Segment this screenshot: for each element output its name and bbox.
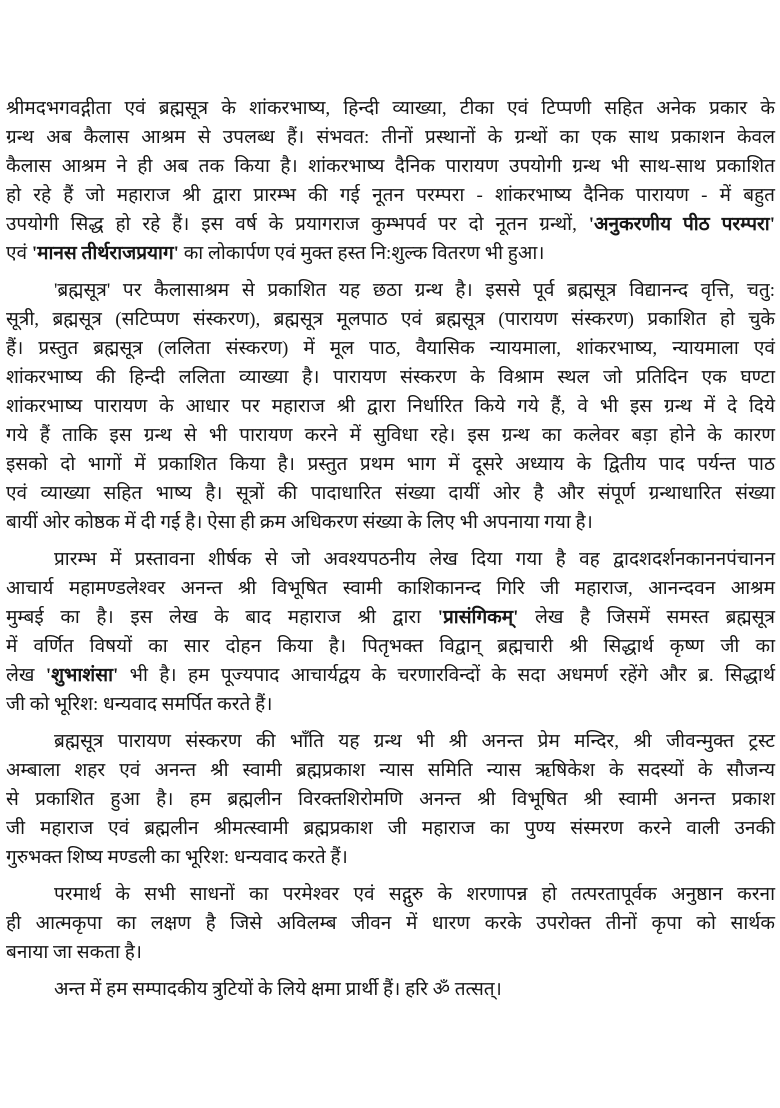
text-run: लेख (6, 665, 46, 686)
text-run: आचार्य महामण्डलेश्वर अनन्त श्री विभूषित स्वामी काशिकानन्द गिरि जी महाराज, आनन्दवन आश्रम (6, 578, 775, 599)
paragraph (6, 880, 775, 967)
text-run: मुम्बई का है। इस लेख के बाद महाराज श्री द्वारा (6, 607, 438, 628)
text-line (6, 909, 775, 938)
text-line (6, 421, 775, 450)
text-line (6, 785, 775, 814)
text-line (6, 123, 775, 152)
text-line (6, 276, 775, 305)
paragraph (6, 727, 775, 872)
text-run: ब्रह्मसूत्र पारायण संस्करण की भाँति यह ग्रन्थ भी श्री अनन्त प्रेम मन्दिर, श्री जीवन्मुक्त ट्रस्ट (54, 731, 775, 752)
text-line (6, 843, 775, 872)
text-run: एवं (6, 243, 32, 264)
bold-title-text: 'मानस तीर्थराजप्रयाग' (31, 243, 179, 264)
text-line (6, 363, 775, 392)
text-run: ही आत्मकृपा का लक्षण है जिसे अविलम्ब जीवन में धारण करके उपरोक्त तीनों कृपा को सार्थक (6, 913, 775, 934)
text-run: जी को भूरिश: धन्यवाद समर्पित करते हैं। (6, 694, 273, 715)
text-run: अम्बाला शहर एवं अनन्त श्री स्वामी ब्रह्मप्रकाश न्यास समिति न्यास ऋषिकेश के सदस्यों के सौजन्य (6, 760, 775, 781)
text-line (6, 152, 775, 181)
text-line (6, 181, 775, 210)
bold-title-text: 'प्रासंगिकम्' (437, 607, 519, 628)
text-run: लेख है जिसमें समस्त ब्रह्मसूत्र (518, 607, 775, 628)
text-run: प्रारम्भ में प्रस्तावना शीर्षक से जो अवश्यपठनीय लेख दिया गया है वह द्वादशदर्शनकाननपंचानन (54, 549, 775, 570)
text-run: कैलास आश्रम ने ही अब तक किया है। शांकरभाष्य दैनिक पारायण उपयोगी ग्रन्थ भी साथ-साथ प्रकाशित (6, 156, 775, 177)
text-line (6, 479, 775, 508)
text-run: शांकरभाष्य पारायण के आधार पर महाराज श्री द्वारा निर्धारित किये गये हैं, वे भी इस ग्रन्थ में दे दिये (6, 396, 775, 417)
text-run: का लोकार्पण एवं मुक्त हस्त नि:शुल्क वितरण भी हुआ। (178, 243, 545, 264)
text-line (6, 690, 775, 719)
text-line (6, 392, 775, 421)
text-line (6, 94, 775, 123)
text-line (6, 814, 775, 843)
document-page (6, 94, 775, 1012)
bold-title-text: 'शुभाशंसा' (45, 665, 119, 686)
text-run: में वर्णित विषयों का सार दोहन किया है। पितृभक्त विद्वान् ब्रह्मचारी श्री सिद्धार्थ कृष्ण जी का (6, 636, 775, 657)
text-line (6, 632, 775, 661)
text-line (6, 305, 775, 334)
text-run: से प्रकाशित हुआ है। हम ब्रह्मलीन विरक्तशिरोमणि अनन्त श्री विभूषित श्री स्वामी अनन्त प्रकाश (6, 789, 775, 810)
text-line (6, 727, 775, 756)
text-run: बायीं ओर कोष्ठक में दी गई है। ऐसा ही क्रम अधिकरण संख्या के लिए भी अपनाया गया है। (6, 512, 593, 533)
text-line (6, 975, 775, 1004)
text-line (6, 661, 775, 690)
text-run: जी महाराज एवं ब्रह्मलीन श्रीमत्स्वामी ब्रह्मप्रकाश जी महाराज का पुण्य संस्मरण करने वाली उनकी (6, 818, 775, 839)
text-run: गुरुभक्त शिष्य मण्डली का भूरिश: धन्यवाद करते हैं। (6, 847, 348, 868)
text-line (6, 508, 775, 537)
text-run: उपयोगी सिद्ध हो रहे हैं। इस वर्ष के प्रयागराज कुम्भपर्व पर दो नूतन ग्रन्थों, (6, 214, 589, 235)
text-run: भी है। हम पूज्यपाद आचार्यद्वय के चरणारविन्दों के सदा अधमर्ण रहेंगे और ब्र. सिद्धार्थ (118, 665, 775, 686)
text-line (6, 239, 775, 268)
text-line (6, 334, 775, 363)
paragraph (6, 545, 775, 719)
text-run: हैं। प्रस्तुत ब्रह्मसूत्र (ललिता संस्करण) में मूल पाठ, वैयासिक न्यायमाला, शांकरभाष्य, न्यायमाला एवं (6, 338, 775, 359)
text-run: अन्त में हम सम्पादकीय त्रुटियों के लिये क्षमा प्रार्थी हैं। हरि ॐ तत्सत्। (54, 979, 502, 1000)
text-line (6, 574, 775, 603)
text-run: परमार्थ के सभी साधनों का परमेश्वर एवं सद्गुरु के शरणापन्न हो तत्परतापूर्वक अनुष्ठान करना (54, 884, 775, 905)
text-run: बनाया जा सकता है। (6, 942, 143, 963)
text-run: एवं व्याख्या सहित भाष्य है। सूत्रों की पादाधारित संख्या दायीं ओर है और संपूर्ण ग्रन्थाधारित संख्या (6, 483, 775, 504)
text-run: हो रहे हैं जो महाराज श्री द्वारा प्रारम्भ की गई नूतन परम्परा - शांकरभाष्य दैनिक पारायण - में बहुत (6, 185, 775, 206)
text-line (6, 880, 775, 909)
text-run: गये हैं ताकि इस ग्रन्थ से भी पारायण करने में सुविधा रहे। इस ग्रन्थ का कलेवर बड़ा होने के कारण (6, 425, 775, 446)
text-run: इसको दो भागों में प्रकाशित किया है। प्रस्तुत प्रथम भाग में दूसरे अध्याय के द्वितीय पाद पर्यन्त पाठ (6, 454, 775, 475)
text-line (6, 545, 775, 574)
text-run: 'ब्रह्मसूत्र' पर कैलासाश्रम से प्रकाशित यह छठा ग्रन्थ है। इससे पूर्व ब्रह्मसूत्र विद्यानन्द वृत्ति, चतु: (54, 280, 775, 301)
text-line (6, 756, 775, 785)
paragraph (6, 276, 775, 537)
text-line (6, 938, 775, 967)
text-line (6, 603, 775, 632)
text-run: श्रीमदभगवद्गीता एवं ब्रह्मसूत्र के शांकरभाष्य, हिन्दी व्याख्या, टीका एवं टिप्पणी सहित अनेक प्रकार के (6, 98, 775, 119)
text-run: शांकरभाष्य की हिन्दी ललिता व्याख्या है। पारायण संस्करण के विश्राम स्थल जो प्रतिदिन एक घण्टा (6, 367, 775, 388)
paragraph (6, 975, 775, 1004)
paragraph (6, 94, 775, 268)
bold-title-text: 'अनुकरणीय पीठ परम्परा' (588, 214, 775, 235)
text-line (6, 210, 775, 239)
text-line (6, 450, 775, 479)
text-run: सूत्री, ब्रह्मसूत्र (सटिप्पण संस्करण), ब्रह्मसूत्र मूलपाठ एवं ब्रह्मसूत्र (पारायण संस्करण) प्रकाशित हो चुके (6, 309, 775, 330)
text-run: ग्रन्थ अब कैलास आश्रम से उपलब्ध हैं। संभवत: तीनों प्रस्थानों के ग्रन्थों का एक साथ प्रकाशन केवल (6, 127, 775, 148)
